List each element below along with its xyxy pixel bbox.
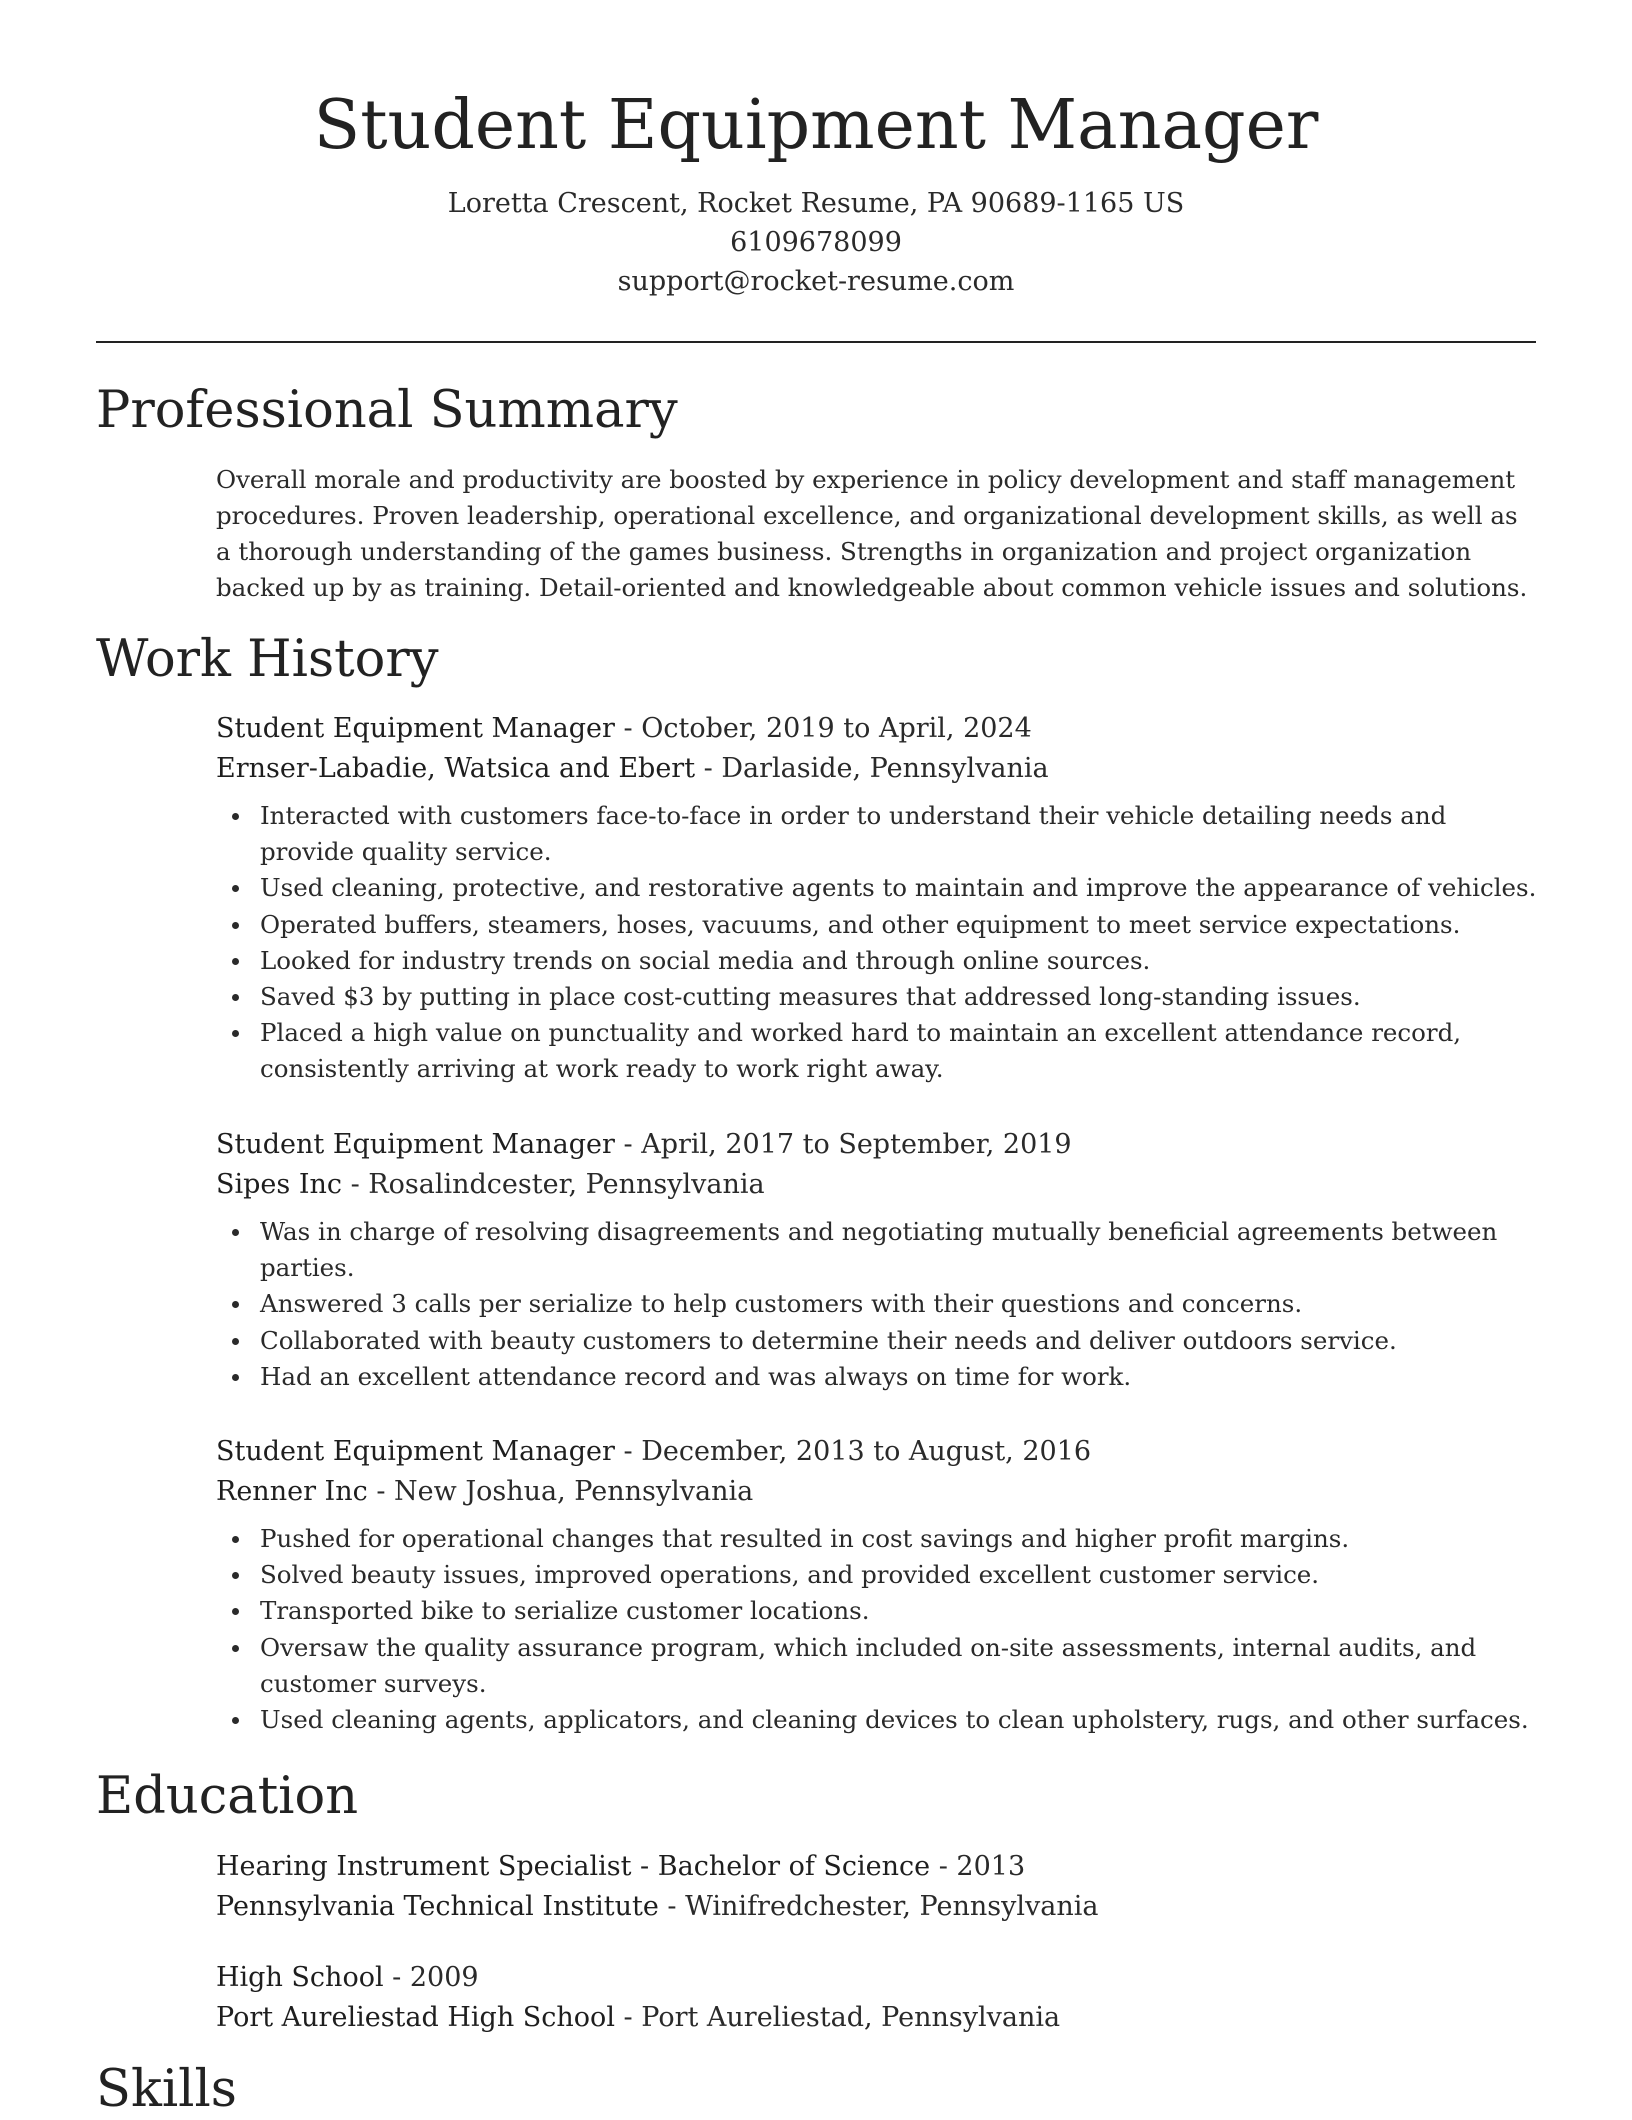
skills-heading: Skills bbox=[96, 2060, 237, 2119]
job-location: - New Joshua, Pennsylvania bbox=[367, 1476, 754, 1507]
summary-block bbox=[216, 462, 1538, 606]
job-title-line bbox=[216, 1125, 1538, 1165]
job-bullet: Pushed for operational changes that resulted in cost savings and higher profit margins. bbox=[260, 1521, 1538, 1557]
job-entry bbox=[216, 1432, 1538, 1738]
resume-header bbox=[96, 86, 1536, 301]
job-bullet: Answered 3 calls per serialize to help customers with their questions and concerns. bbox=[260, 1286, 1538, 1322]
job-company-line bbox=[216, 1472, 1538, 1512]
education-school: Port Aureliestad High School bbox=[216, 2002, 615, 2033]
candidate-name: Student Equipment Manager bbox=[313, 86, 1319, 165]
job-bullet: Oversaw the quality assurance program, which included on-site assessments, internal audits, and customer surveys. bbox=[260, 1630, 1538, 1702]
job-bullet: Saved $3 by putting in place cost-cutting measures that addressed long-standing issues. bbox=[260, 979, 1538, 1015]
job-entry bbox=[216, 1125, 1538, 1395]
job-bullet: Had an excellent attendance record and was always on time for work. bbox=[260, 1359, 1538, 1395]
education-degree: Hearing Instrument Specialist - Bachelor of Science bbox=[216, 1851, 931, 1882]
job-bullet: Solved beauty issues, improved operations, and provided excellent customer service. bbox=[260, 1557, 1538, 1593]
job-company: Ernser-Labadie, Watsica and Ebert bbox=[216, 753, 696, 784]
work-history-heading: Work History bbox=[96, 630, 439, 689]
job-bullet: Transported bike to serialize customer locations. bbox=[260, 1593, 1538, 1629]
job-bullet: Used cleaning agents, applicators, and cleaning devices to clean upholstery, rugs, and other surfaces. bbox=[260, 1702, 1538, 1738]
job-dates: - April, 2017 to September, 2019 bbox=[614, 1129, 1072, 1160]
contact-phone: 6109678099 bbox=[730, 227, 902, 258]
job-dates: - October, 2019 to April, 2024 bbox=[614, 713, 1032, 744]
education-entry bbox=[216, 1847, 1538, 1927]
education-school-line bbox=[216, 1887, 1538, 1927]
education-degree-line bbox=[216, 1847, 1538, 1887]
job-location: - Darlaside, Pennsylvania bbox=[695, 753, 1049, 784]
job-role: Student Equipment Manager bbox=[216, 1129, 615, 1160]
job-company-line bbox=[216, 1165, 1538, 1205]
job-company-line bbox=[216, 749, 1538, 789]
job-title-line bbox=[216, 1432, 1538, 1472]
job-bullet: Placed a high value on punctuality and worked hard to maintain an excellent attendance record, consistently arriving at work ready to work right away. bbox=[260, 1015, 1538, 1087]
education-school: Pennsylvania Technical Institute bbox=[216, 1891, 659, 1922]
education-year: - 2013 bbox=[930, 1851, 1026, 1882]
job-role: Student Equipment Manager bbox=[216, 713, 615, 744]
job-bullet: Was in charge of resolving disagreements and negotiating mutually beneficial agreements between parties. bbox=[260, 1214, 1538, 1286]
job-bullet-list bbox=[216, 798, 1538, 1088]
education-heading: Education bbox=[96, 1767, 359, 1826]
job-company: Renner Inc bbox=[216, 1476, 368, 1507]
education-location: - Winifredchester, Pennsylvania bbox=[658, 1891, 1099, 1922]
summary-heading: Professional Summary bbox=[96, 381, 678, 440]
job-bullet: Looked for industry trends on social media and through online sources. bbox=[260, 943, 1538, 979]
summary-text: Overall morale and productivity are boosted by experience in policy development and staff management procedures. Proven leadership, operational excellence, and organizational development skills, as well as a thorough understanding of the games business. Strengths in organization and project organization backed up by as training. Detail-oriented and knowledgeable about common vehicle issues and solutions. bbox=[216, 465, 1528, 602]
job-bullet-list bbox=[216, 1214, 1538, 1395]
job-role: Student Equipment Manager bbox=[216, 1436, 615, 1467]
education-entry bbox=[216, 1958, 1538, 2038]
job-title-line bbox=[216, 709, 1538, 749]
job-company: Sipes Inc bbox=[216, 1169, 343, 1200]
education-degree: High School bbox=[216, 1962, 384, 1993]
contact-address: Loretta Crescent, Rocket Resume, PA 90689-1165 US bbox=[447, 188, 1185, 219]
education-year: - 2009 bbox=[383, 1962, 479, 1993]
job-bullet: Operated buffers, steamers, hoses, vacuums, and other equipment to meet service expectations. bbox=[260, 907, 1538, 943]
contact-email: support@rocket-resume.com bbox=[617, 266, 1015, 297]
job-bullet: Used cleaning, protective, and restorative agents to maintain and improve the appearance of vehicles. bbox=[260, 870, 1538, 906]
header-divider bbox=[96, 341, 1536, 343]
job-bullet: Collaborated with beauty customers to determine their needs and deliver outdoors service. bbox=[260, 1323, 1538, 1359]
job-location: - Rosalindcester, Pennsylvania bbox=[342, 1169, 765, 1200]
job-bullet-list bbox=[216, 1521, 1538, 1738]
education-degree-line bbox=[216, 1958, 1538, 1998]
job-entry bbox=[216, 709, 1538, 1088]
job-dates: - December, 2013 to August, 2016 bbox=[614, 1436, 1092, 1467]
education-school-line bbox=[216, 1998, 1538, 2038]
job-bullet: Interacted with customers face-to-face in order to understand their vehicle detailing needs and provide quality service. bbox=[260, 798, 1538, 870]
education-location: - Port Aureliestad, Pennsylvania bbox=[614, 2002, 1061, 2033]
